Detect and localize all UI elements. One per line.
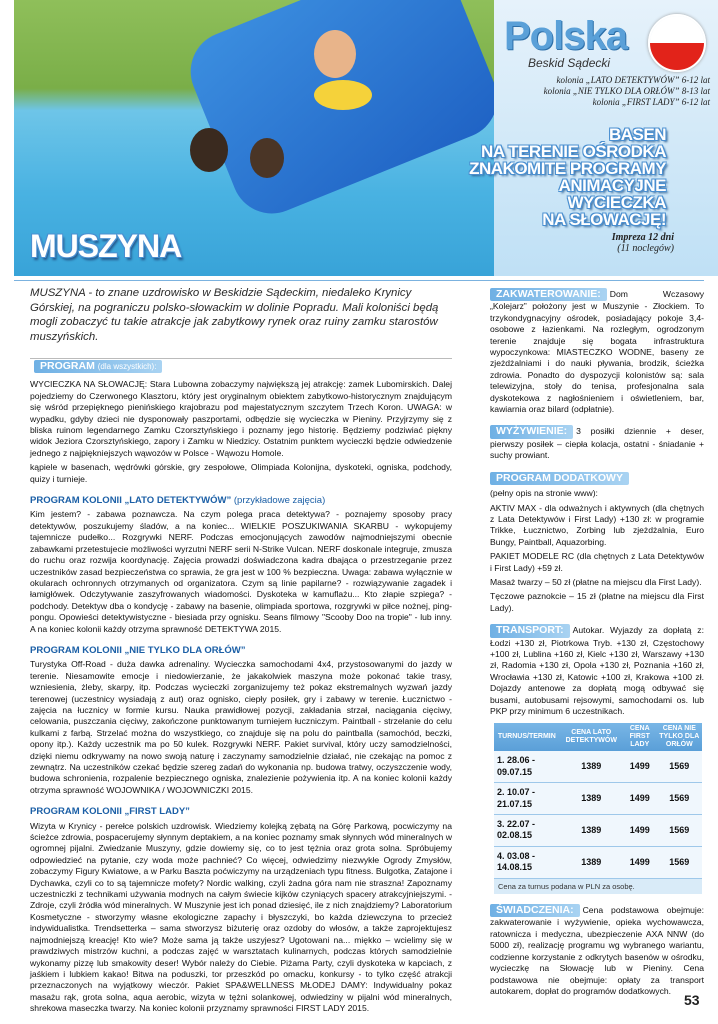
price-header: CENA NIE TYLKO DLA ORŁÓW xyxy=(657,723,702,751)
table-row: 3. 22.07 - 02.08.15 1389 1499 1569 xyxy=(494,815,702,847)
lady-title: PROGRAM KOLONII „FIRST LADY” xyxy=(30,806,190,818)
place-title: MUSZYNA xyxy=(30,228,182,264)
extra-item: AKTIV MAX - dla odważnych i aktywnych (dla chętnych z Lata Detektywów i First Lady) +130 zł: w programie Trikke, Łucznictwo, Zorbing lub zjeżdżalnia, Euro Bungy, Paintball, Aquazorbing. xyxy=(490,502,704,547)
region-name: Beskid Sądecki xyxy=(528,56,611,70)
program-trip-text: WYCIECZKA NA SŁOWACJĘ: Stara Lubowna zobaczymy największą jej atrakcję: zamek Lubomirskich. Dalej pojedziemy do Czerwonego Klasztoru, który jest oryginalnym obiektem zabytkowo-historycznym znajdującym się wśród przepięknego pienińskiego krajobrazu pod majestatycznym szczytem Trzech Koron. UWAGA: w wypadku, gdyby dzieci nie dysponowały paszportami, odbędzie się wycieczka w Pieniny. Przyjrzymy się z bliska ruinom legendarnego Zamku Czorsztyńskiego i poznamy jego historię. Będziemy podziwiać piękny widok Jeziora Czorsztyńskiego, zapory i Zamku w Niedzicy. Ostatnim punktem wycieczki będzie odwiedzenie jednego z najpiękniejszych wąwozów w Polsce - Wąwozu Homole. xyxy=(30,379,452,458)
child-figure xyxy=(314,30,356,78)
page-number: 53 xyxy=(684,992,700,1008)
program-header: PROGRAM (dla wszystkich): xyxy=(34,360,162,373)
camp-item: kolonia „NIE TYLKO DLA ORŁÓW” 8-13 lat xyxy=(543,86,710,96)
country-title: Polska xyxy=(504,14,627,58)
slogan: WYCIECZKA xyxy=(567,193,666,212)
slogans xyxy=(428,126,666,228)
slogan: ZNAKOMITE PROGRAMY xyxy=(469,159,666,178)
lady-text: Wizyta w Krynicy - perełce polskich uzdrowisk. Wiedziemy kolejką zębatą na Górę Parkową, pocwiczymy na ścieżce zdrowia, pospacerujemy słynnym deptakiem, a na koniec poznamy smak słynnych wód mineralnych w ogromnej pijalni. Zwiedzanie Muszyny, gdzie dowiemy się, co to jest tężnia oraz grota solna. Spróbujemy odpowiedzieć na pytanie, czy woda może pachnieć? Co więcej, odwiedzimy niezwykłe Ogrody Zmysłów, zobaczymy Figury Kwiatowe, a w Parku Baszta poćwiczymy na urządzeniach typu fitness. Bulgotka, Zatajone i Dychawka, czyli co to są tajemnicze mofety? Nordic walking, czyli żadna góra nam nie straszna! Zapoznamy uczestniczki z technikami używania modnych na całym świecie kijków czyniących spacery atrakcyjniejszymi. - Zdroje, czyli źródła wód mineralnych. W Muszynie jest ich ponad dziesięć, ile z nich znajdziemy? Laboratorium Kosmetyczne - stworzymy własne ekologiczne zapachy i błyszczyki, bo każda dziewczyna to przecież indywidualistka. Trendsetterka – sama stworzysz biżuterię oraz ozdoby do włosów, a także zaprojektujesz najmodniejszą kreację! Kto wie? Może sama ją także uszyjesz? Ugotowani na... miękko – wcielimy się w prawdziwych mistrzów kuchni, a podczas zajęć w warsztatach kulinarnych, podczas których samodzielnie wykonamy pizzę lub smakowity deser! Wybór należy do Ciebie. Piżama Party, czyli dyskoteka w kapciach, z jaśkiem i lubkiem kakao! Bitwa na poduszki, tor przeszkód po omacku, konkursy - to tylko część atrakcji przeznaczonych na wyjątkowy wieczór. Pakiet SPA&WELLNESS MŁODEJ DAMY: Indywidualny pokaz masażu rąk, grota solna, aqua aerobic, wizyta w tężni solankowej, odwiedziny w pijalni wód mineralnych, shrekowa maseczka twarzy. Na koniec kolonii przyznamy sprawności FIRST LADY 2015. xyxy=(30,820,452,1014)
transport-section: TRANSPORT: Autokar. Wyjazdy za dopłatą z: Łodzi +130 zł, Piotrkowa Tryb. +130 zł, Częstochowy +100 zł, Lublina +160 zł, Kielc +130 zł, Warszawy +130 zł, Radomia +130 zł, Opola +130 zł, Poznania +160 zł, Wrocławia +130 zł, Katowic +100 zł, Krakowa +100 zł. Dojazdy antenowe za dopłatą mogą odbywać się busami, autobusami rejsowymi, samochodami os. lub PKP przy minimum 6 uczestnikach. xyxy=(490,624,704,716)
lato-title: PROGRAM KOLONII „LATO DETEKTYWÓW” (przykładowe zajęcia) xyxy=(30,495,326,507)
slogan: ANIMACYJNE xyxy=(558,176,666,195)
slogan: NA TERENIE OŚRODKA xyxy=(481,142,666,161)
table-row: 4. 03.08 - 14.08.15 1389 1499 1569 xyxy=(494,846,702,878)
price-header: CENA FIRST LADY xyxy=(623,723,657,751)
duration-nights: (11 noclegów) xyxy=(617,243,674,254)
camp-list xyxy=(490,75,710,108)
intro-text: MUSZYNA - to znane uzdrowisko w Beskidzie Sądeckim, niedaleko Krynicy Górskiej, na pograniczu polsko-słowackim w dolinie Popradu. Mali koloniści będą mogli zobaczyć tu takie atrakcje jak zabytkowy rynek oraz ruiny zamku starostów muszyńskich. xyxy=(30,287,439,343)
program-activities-text: kąpiele w basenach, wędrówki górskie, gry zespołowe, Olimpiada Kolonijna, dyskoteki, ogniska, podchody, quizy i turnieje. xyxy=(30,462,452,484)
extra-item: Tęczowe paznokcie – 15 zł (płatne na miejscu dla First Lady). xyxy=(490,591,704,613)
extra-item: Masaż twarzy – 50 zł (płatne na miejscu dla First Lady). xyxy=(490,576,702,587)
hero-banner xyxy=(0,0,718,280)
right-column xyxy=(490,288,704,1000)
left-column xyxy=(30,286,452,1018)
extra-note: (pełny opis na stronie www): xyxy=(490,488,598,499)
slogan: BASEN xyxy=(608,125,666,144)
divider xyxy=(14,280,704,281)
program-section xyxy=(30,358,452,485)
poland-flag-icon xyxy=(648,14,706,72)
duration-days: Impreza 12 dni xyxy=(611,232,674,243)
price-header: TURNUS/TERMIN xyxy=(494,723,560,751)
orly-text: Turystyka Off-Road - duża dawka adrenaliny. Wycieczka samochodami 4x4, przystosowanymi do jazdy w terenie. Niesamowite emocje i niedowierzanie, że jakakolwiek maszyna może pokonać takie trasy, wzniesienia, żleby, skarpy, itp. Podczas wycieczki zorganizujemy też pokaz ekstremalnych wyzwań jazdy terenowej (uczestnicy wysiadają z aut) oraz ognisko, ciepły posiłek, gry i zabawy w terenie. Łucznictwo - zajęcia na łucznicy w formie kursu. Nauka prawidłowej pozycji, zakładania strzał, naciągania cięciwy, celowania, puszczania cięciwy, zakończone punktowanym turniejem łuczniczym. Paintball - strzelanie do celu kulkami z farbą. Strzelać można do wszystkiego, co znajduje się na polu do paintballa (samochód, beczki, opony itp.). Każdy uczestnik ma po 50 kulek. Rozgrywki NERF. Pakiet survival, który uczy samodzielności, dzięki niemu odkrywamy na nowo swoją naturę i zaczynamy samodzielnie działać, nie czekając na pomoc z zewnątrz. Na uczestników czekać będzie szereg zadań do wykonania np. budowa tratwy, oczyszczenie wody, budowa schronienia, rozpalenie bezpiecznego ogniska, znalezienie pożywienia itp. A na koniec kolonii każdy otrzyma sprawność WOJOWNIKA / WOJOWNICZKI 2015. xyxy=(30,659,452,795)
extra-header: PROGRAM DODATKOWY xyxy=(490,472,629,485)
child-figure xyxy=(250,138,284,178)
lato-text: Kim jestem? - zabawa poznawcza. Na czym polega praca detektywa? - poznajemy sposoby pracy detektywów, poszukujemy śladów, a na koniec... WIELKIE POSZUKIWANIA SKARBU - wykopujemy tajemnicze pudełko... Rozgrywki NERF. Podczas emocjonujących zawodów najmodniejszymi obecnie zabawkami przetestujecie możliwości wyrzutni NERF serii N-Strike Vulcan. NERF doskonale integruje, zmusza do ruchu oraz rozwija koordynację. Zajęcia prowadzi doświadczona kadra dbająca o przestrzeganie przez uczestników zasad bezpieczeństwa co sprawia, że gra jest w 100 % bezpieczna. Uwaga: zabawa wyłącznie w okularach ochronnych otrzymanych od organizatora. Czym są linie papilarne? - rozwiązywanie zagadek i łamigłówek. Odczytywanie zaszyfrowanych wiadomości. Dyskoteka w kamuflażu... Kto złapie szpiega? - podchody. Detektyw dba o kondycję - zabawy na basenie, olimpiada sportowa, rozgrywki w piłce nożnej, ping-pongu. Opowieści detektywistyczne - biesiada przy ognisku. Seans filmowy "Scooby Doo na tropie" - lub inny. A na koniec kolonii każdy otrzyma sprawność DETEKTYWA 2015. xyxy=(30,509,452,634)
camp-item: kolonia „FIRST LADY” 6-12 lat xyxy=(592,97,710,107)
price-header: CENA LATO DETEKTYWÓW xyxy=(560,723,623,751)
table-row: 2. 10.07 - 21.07.15 1389 1499 1569 xyxy=(494,783,702,815)
price-note: Cena za turnus podana w PLN za osobę. xyxy=(494,879,702,894)
swim-ring xyxy=(314,80,372,110)
orly-title: PROGRAM KOLONII „NIE TYLKO DLA ORŁÓW” xyxy=(30,644,246,656)
food-section: WYŻYWIENIE: 3 posiłki dziennie + deser, pierwszy posiłek – ciepła kolacja, ostatni - śniadanie + suchy prowiant. xyxy=(490,425,704,461)
extra-item: PAKIET MODELE RC (dla chętnych z Lata Detektywów i First Lady) +59 zł. xyxy=(490,551,704,573)
price-table xyxy=(494,723,702,878)
duration xyxy=(570,232,674,254)
slogan: NA SŁOWACJĘ! xyxy=(542,210,666,229)
camp-item: kolonia „LATO DETEKTYWÓW” 6-12 lat xyxy=(556,75,710,85)
accommodation-section: ZAKWATEROWANIE: Dom Wczasowy „Kolejarz” położony jest w Muszynie - Złockiem. To trzykondygnacyjny ośrodek, posiadający pokoje 3,4-osobowe z łazienkami. Na rozległym, ogrodzonym terenie znajduje się bogata infrastruktura wypoczynkowa: MIASTECZKO WODNE, baseny ze zjeżdżalniami i do nauki pływania, brodzik, ścieżka zdrowia. Ponadto do dyspozycji kolonistów są: sala telewizyjna, stoły do tenisa, profesjonalna sala dyskotekowa z nagłośnieniem i oświetleniem, bar, kawiarnia oraz bilard (odpłatnie). xyxy=(490,288,704,415)
child-figure xyxy=(190,128,228,172)
benefits-section: ŚWIADCZENIA: Cena podstawowa obejmuje: zakwaterowanie i wyżywienie, opieka wychowawcza, ratownicza i medyczna, ubezpieczenie AXA NNW (do 5000 zł), realizację programu wg wybranego wariantu, codzienne korzystanie z odkrytych basenów w ośrodku, wycieczkę na Słowację lub w Pieniny. Cena podstawowa nie obejmuje: opłaty za transport autokarem, dopłat do programów dodatkowych. xyxy=(490,904,704,996)
table-row: 1. 28.06 - 09.07.15 1389 1499 1569 xyxy=(494,751,702,782)
